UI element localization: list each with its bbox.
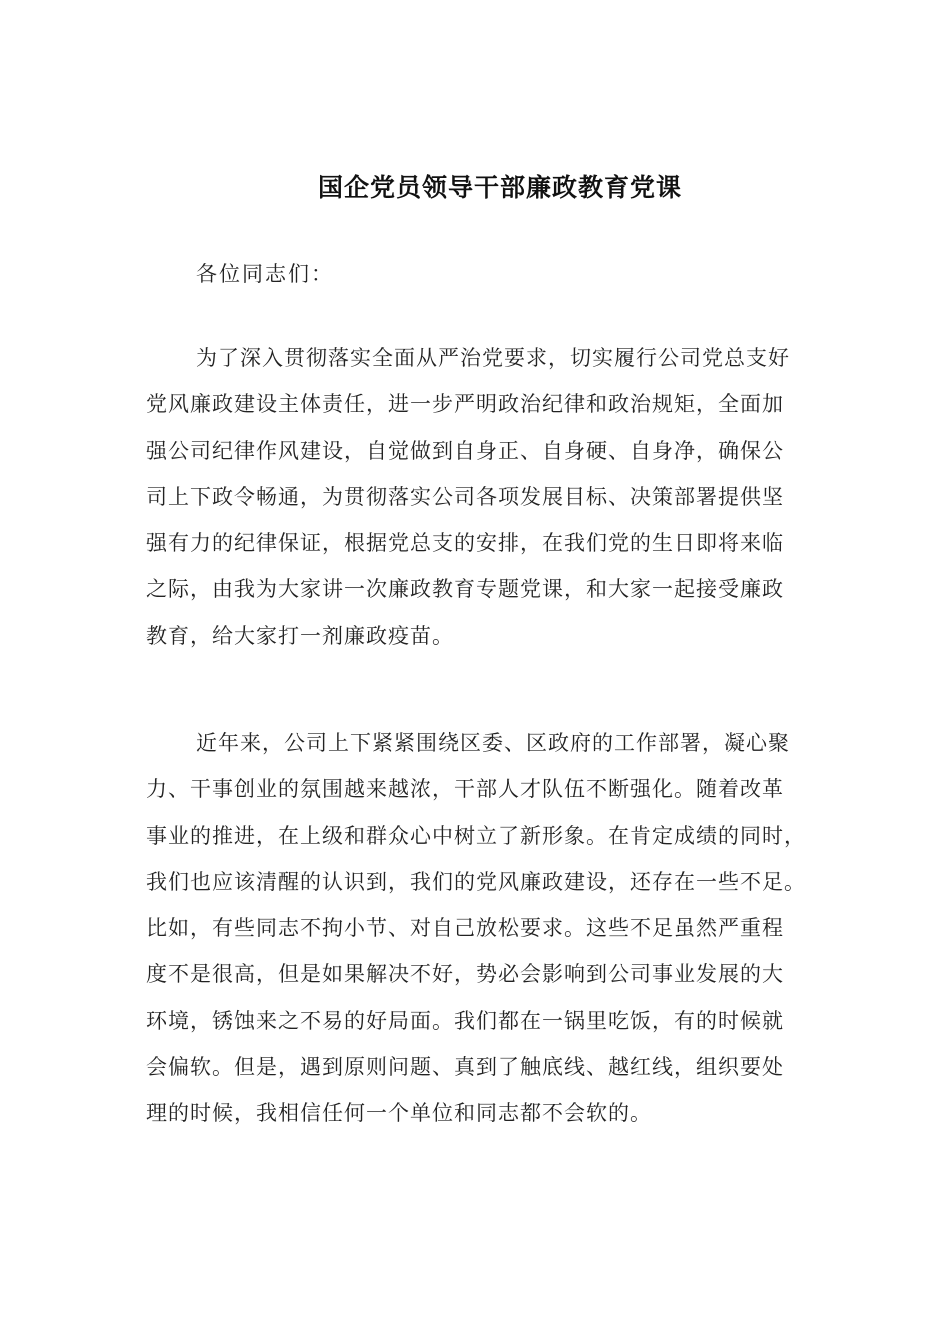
paragraph-line: 强有力的纪律保证，根据党总支的安排，在我们党的生日即将来临 <box>146 531 784 556</box>
paragraph-line: 事业的推进，在上级和群众心中树立了新形象。在肯定成绩的同时， <box>146 823 806 848</box>
paragraph-line: 之际，由我为大家讲一次廉政教育专题党课，和大家一起接受廉政 <box>146 577 784 602</box>
paragraph-line: 比如，有些同志不拘小节、对自己放松要求。这些不足虽然严重程 <box>146 916 784 941</box>
paragraph-line: 司上下政令畅通，为贯彻落实公司各项发展目标、决策部署提供坚 <box>146 484 784 509</box>
paragraph-line: 强公司纪律作风建设，自觉做到自身正、自身硬、自身净，确保公 <box>146 438 784 463</box>
paragraph-line: 度不是很高，但是如果解决不好，势必会影响到公司事业发展的大 <box>146 962 784 987</box>
paragraph-line: 我们也应该清醒的认识到，我们的党风廉政建设，还存在一些不足。 <box>146 869 806 894</box>
paragraph-1 <box>146 335 826 659</box>
paragraph-line: 环境，锈蚀来之不易的好局面。我们都在一锅里吃饭，有的时候就 <box>146 1008 784 1033</box>
paragraph-line: 力、干事创业的氛围越来越浓，干部人才队伍不断强化。随着改革 <box>146 777 784 802</box>
paragraph-line: 党风廉政建设主体责任，进一步严明政治纪律和政治规矩，全面加 <box>146 392 784 417</box>
paragraph-line: 理的时候，我相信任何一个单位和同志都不会软的。 <box>146 1101 652 1126</box>
paragraph-line: 教育，给大家打一剂廉政疫苗。 <box>146 623 454 648</box>
greeting: 各位同志们： <box>196 262 334 286</box>
document-title: 国企党员领导干部廉政教育党课 <box>317 173 682 202</box>
paragraph-2 <box>146 720 826 1137</box>
paragraph-line: 会偏软。但是，遇到原则问题、真到了触底线、越红线，组织要处 <box>146 1055 784 1080</box>
paragraph-line: 近年来，公司上下紧紧围绕区委、区政府的工作部署，凝心聚 <box>196 731 790 755</box>
paragraph-line: 为了深入贯彻落实全面从严治党要求，切实履行公司党总支好 <box>196 346 790 370</box>
